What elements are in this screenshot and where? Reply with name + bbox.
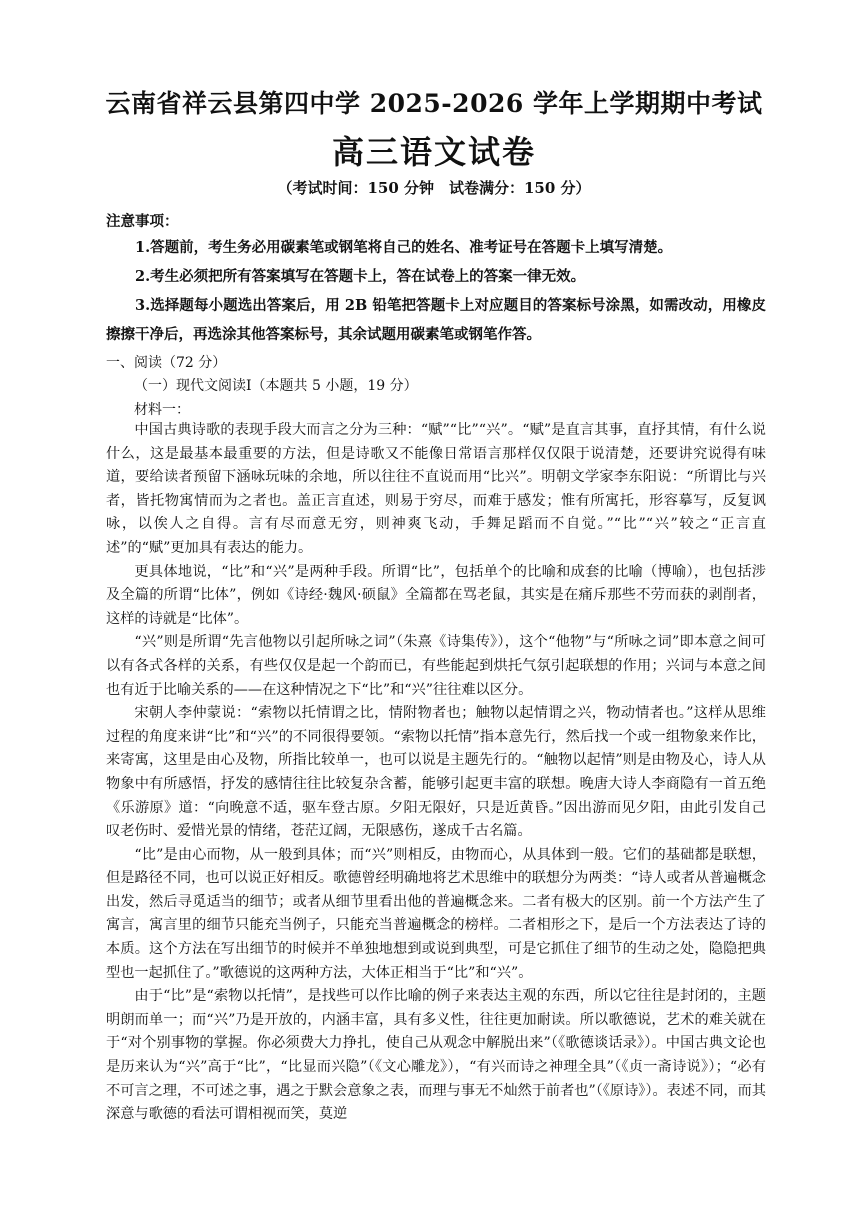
notes-list (106, 233, 766, 349)
passage-paragraph: “兴”则是所谓“先言他物以引起所咏之词”（朱熹《诗集传》），这个“他物”与“所咏之词”即本意之间可以有各式各样的关系，有些仅仅是起一个韵而已，有些能起到烘托气氛引起联想的作用；兴词与本意之间也有近于比喻关系的——在这种情况之下“比”和“兴”往往难以区分。 (106, 634, 766, 698)
passage-paragraph: 更具体地说，“比”和“兴”是两种手段。所谓“比”，包括单个的比喻和成套的比喻（博喻），也包括涉及全篇的所谓“比体”，例如《诗经·魏风·硕鼠》全篇都在骂老鼠，其实是在痛斥那些不劳而获的剥削者，这样的诗就是“比体”。 (106, 563, 766, 627)
material-label: 材料一： (134, 402, 190, 418)
notes-heading: 注意事项： (106, 213, 179, 230)
note-item: 2.考生必须把所有答案填写在答题卡上，答在试卷上的答案一律无效。 (135, 268, 586, 285)
passage-paragraph: 中国古典诗歌的表现手段大而言之分为三种：“赋”“比”“兴”。“赋”是直言其事，直抒其情，有什么说什么，这是最基本最重要的方法，但是诗歌又不能像日常语言那样仅仅限于说清楚，还要讲究说得有味道，要给读者预留下涵咏玩味的余地，所以往往不直说而用“比兴”。明朝文学家李东阳说：“所谓比与兴者，皆托物寓情而为之者也。盖正言直述，则易于穷尽，而难于感发；惟有所寓托，形容摹写，反复讽咏，以俟人之自得。言有尽而意无穷，则神爽飞动，手舞足蹈而不自觉。”“比”“兴”较之“正言直述”的“赋”更加具有表达的能力。 (106, 422, 766, 556)
reading-passage (106, 419, 766, 1127)
exam-title: 云南省祥云县第四中学 2025-2026 学年上学期期中考试 (105, 89, 763, 118)
passage-paragraph: 宋朝人李仲蒙说：“索物以托情谓之比，情附物者也；触物以起情谓之兴，物动情者也。”这样从思维过程的角度来讲“比”和“兴”的不同很得要领。“索物以托情”指本意先行，然后找一个或一组物象来作比，来寄寓，这里是由心及物，所指比较单一，也可以说是主题先行的。“触物以起情”则是由物及心，诗人从物象中有所感悟，抒发的感情往往比较复杂含蓄，能够引起更丰富的联想。晚唐大诗人李商隐有一首五绝《乐游原》道：“向晚意不适，驱车登古原。夕阳无限好，只是近黄昏。”因出游而见夕阳，由此引发自己叹老伤时、爱惜光景的情绪，苍茫辽阔，无限感伤，遂成千古名篇。 (106, 705, 766, 840)
exam-info: （考试时间：150 分钟 试卷满分：150 分） (277, 179, 591, 197)
exam-subtitle: 高三语文试卷 (331, 133, 536, 171)
passage-paragraph: 由于“比”是“索物以托情”，是找些可以作比喻的例子来表达主观的东西，所以它往往是封闭的，主题明朗而单一；而“兴”乃是开放的，内涵丰富，具有多义性，往往更加耐读。所以歌德说，艺术的难关就在于“对个别事物的掌握。你必须费大力挣扎，使自己从观念中解脱出来”（《歌德谈话录》）。中国古典文论也是历来认为“兴”高于“比”，“比显而兴隐”（《文心雕龙》），“有兴而诗之神理全具”（《贞一斋诗说》）；“必有不可言之理，不可述之事，遇之于默会意象之表，而理与事无不灿然于前者也”（《原诗》）。表述不同，而其深意与歌德的看法可谓相视而笑，莫逆 (106, 988, 766, 1123)
note-item: 1.答题前，考生务必用碳素笔或钢笔将自己的姓名、准考证号在答题卡上填写清楚。 (135, 239, 673, 256)
note-item: 3.选择题每小题选出答案后，用 2B 铅笔把答题卡上对应题目的答案标号涂黑，如需改动，用橡皮擦擦干净后，再选涂其他答案标号，其余试题用碳素笔或钢笔作答。 (106, 297, 766, 343)
subsection-title: （一）现代文阅读Ⅰ（本题共 5 小题，19 分） (134, 378, 418, 394)
section-title: 一、阅读（72 分） (106, 355, 227, 371)
passage-paragraph: “比”是由心而物，从一般到具体；而“兴”则相反，由物而心，从具体到一般。它们的基础都是联想，但是路径不同，也可以说正好相反。歌德曾经明确地将艺术思维中的联想分为两类：“诗人或者从普遍概念出发，然后寻觅适当的细节；或者从细节里看出他的普遍概念来。二者有极大的区别。前一个方法产生了寓言，寓言里的细节只能充当例子，只能充当普遍概念的榜样。二者相形之下，是后一个方法表达了诗的本质。这个方法在写出细节的时候并不单独地想到或说到典型，可是它抓住了细节的生动之处，隐隐把典型也一起抓住了。”歌德说的这两种方法，大体正相当于“比”和“兴”。 (106, 846, 766, 981)
